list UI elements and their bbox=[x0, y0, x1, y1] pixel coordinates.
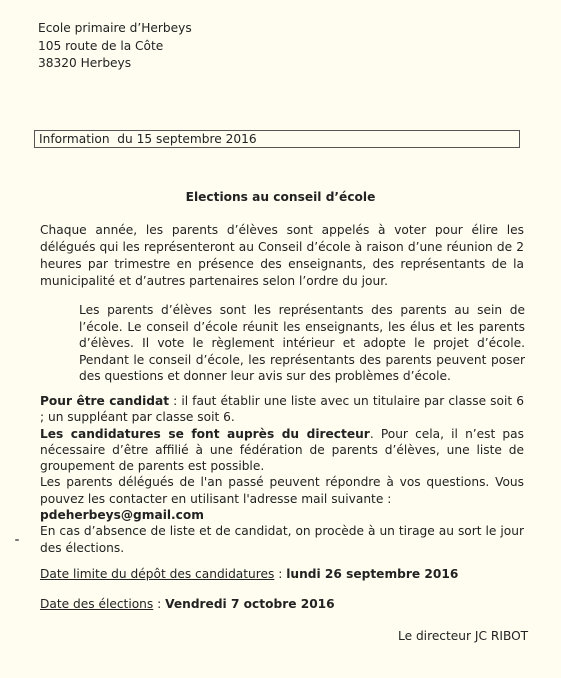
document-title: Elections au conseil d’école bbox=[185, 190, 376, 204]
deadline-label: Date limite du dépôt des candidatures bbox=[40, 567, 275, 581]
school-name: Ecole primaire d’Herbeys bbox=[38, 21, 192, 35]
election-date-line bbox=[40, 596, 335, 612]
director-signature: Le directeur JC RIBOT bbox=[398, 629, 529, 643]
intro-paragraph: Chaque année, les parents d’élèves sont appelés à voter pour élire les délégués qui les représenteront au Conseil d’école à raison d’une réunion de 2 heures par trimestre en présence des enseignants, des représentants de la municipalité et d’autres partenaires selon l’ordre du jour. bbox=[40, 223, 524, 288]
candidacy-text: : il faut établir une liste avec un titulaire par classe soit 6 ; un suppléant par classe soit 6. bbox=[40, 394, 524, 425]
deadline-separator: : bbox=[274, 567, 287, 581]
contact-email: pdeherbeys@gmail.com bbox=[40, 508, 204, 523]
sender-address bbox=[38, 20, 192, 73]
election-date-separator: : bbox=[153, 597, 166, 611]
deadline-value: lundi 26 septembre 2016 bbox=[286, 567, 459, 581]
candidacy-paragraph bbox=[40, 393, 524, 426]
info-date-text: Information du 15 septembre 2016 bbox=[39, 132, 257, 146]
scan-speck bbox=[15, 539, 19, 541]
city-postcode: 38320 Herbeys bbox=[38, 56, 132, 71]
absence-paragraph: En cas d’absence de liste et de candidat, on procède à un tirage au sort le jour des élections. bbox=[40, 524, 524, 555]
election-date-value: Vendredi 7 octobre 2016 bbox=[165, 597, 335, 611]
definition-paragraph: Les parents d’élèves sont les représentants des parents au sein de l’école. Le conseil d’école réunit les enseignants, les élus et les parents d’élèves. Il vote le règlement intérieur et adopte le projet d’école. Pendant le conseil d’école, les représentants des parents peuvent poser des questions et donner leur avis sur des problèmes d’école. bbox=[79, 303, 525, 384]
submission-paragraph bbox=[40, 426, 524, 475]
candidacy-heading: Pour être candidat bbox=[40, 394, 170, 408]
info-date-box bbox=[34, 130, 520, 148]
submission-text: . Pour cela, il n’est pas nécessaire d’être affilié à une fédération de parents d’élèves, une liste de groupement de parents est possible. bbox=[40, 426, 524, 474]
contact-paragraph: Les parents délégués de l'an passé peuvent répondre à vos questions. Vous pouvez les contacter en utilisant l'adresse mail suivante : bbox=[40, 475, 524, 506]
submission-heading: Les candidatures se font auprès du directeur bbox=[40, 426, 370, 441]
instructions-block bbox=[40, 393, 524, 556]
street-address: 105 route de la Côte bbox=[38, 38, 164, 53]
election-date-label: Date des élections bbox=[40, 597, 154, 611]
deadline-line bbox=[40, 566, 458, 582]
